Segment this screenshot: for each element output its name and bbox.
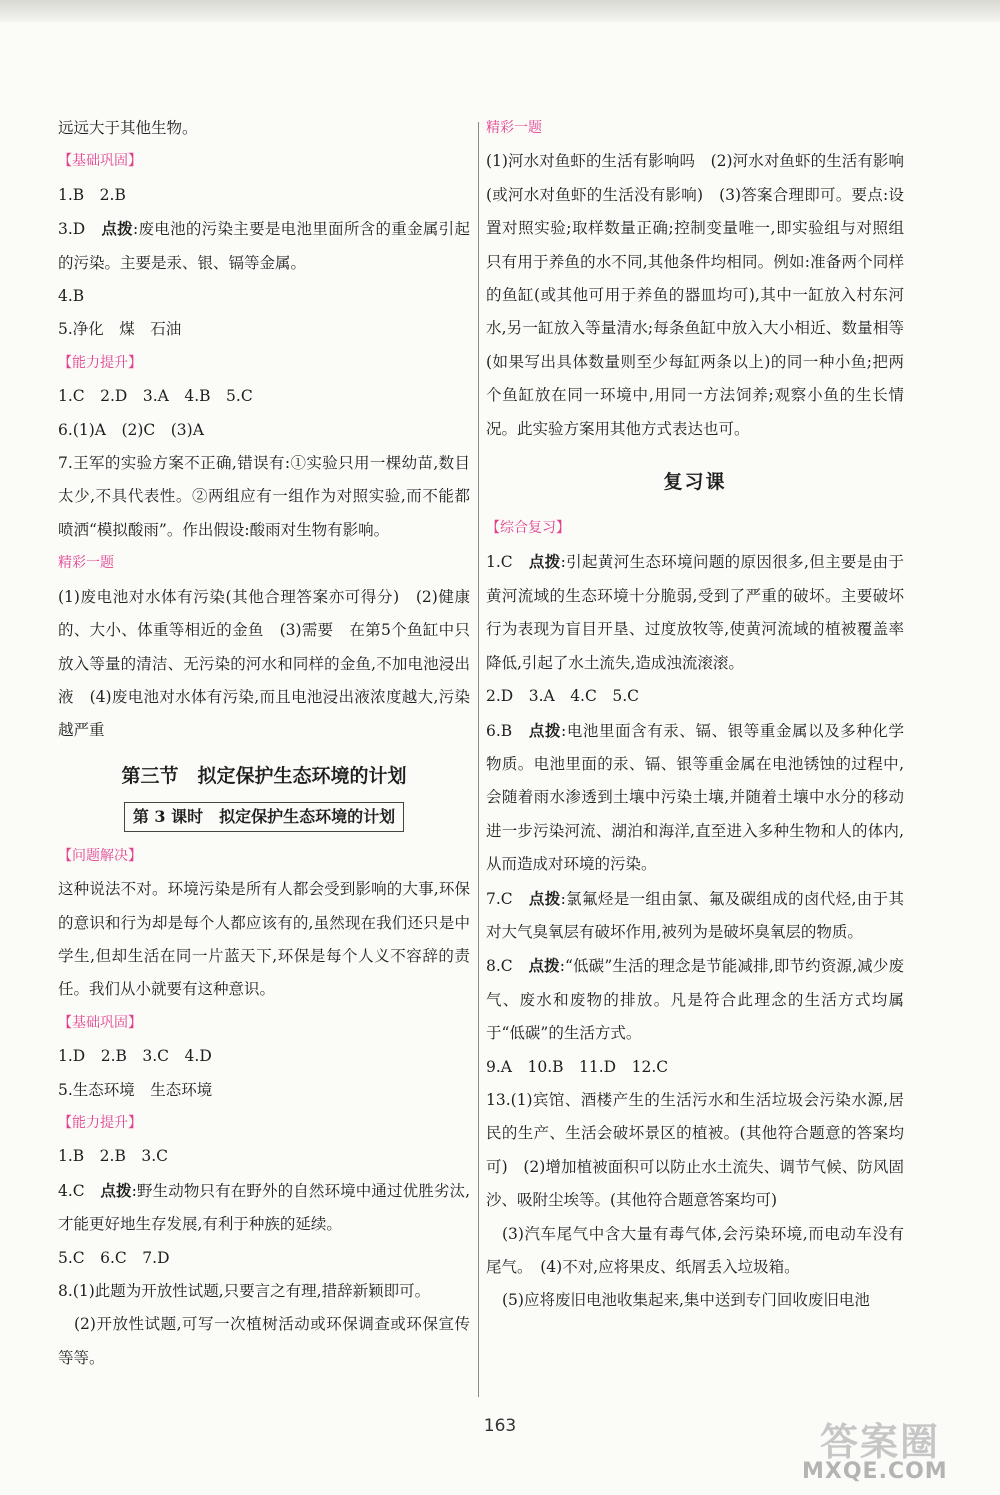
answer-line: 6.(1)A (2)C (3)A bbox=[58, 420, 204, 439]
left-column bbox=[58, 112, 470, 1375]
hint-text: :电池里面含有汞、镉、银等重金属以及多种化学物质。电池里面的汞、镉、银等重金属在电池锈蚀的过程中,会随着雨水渗透到土壤中污染土壤,并随着土壤中水分的移动进一步污染河流、湖泊和海洋,直至进入多种生物和人的体内,从而造成对环境的污染。 bbox=[486, 721, 904, 874]
answer-line: 5.C 6.C 7.D bbox=[58, 1248, 170, 1267]
answer-line: 1.D 2.B 3.C 4.D bbox=[58, 1047, 212, 1066]
column-divider bbox=[478, 122, 479, 1397]
section-tag-nengli: 【能力提升】 bbox=[58, 354, 142, 371]
answer-line-hint bbox=[486, 882, 904, 950]
hint-text: :废电池的污染主要是电池里面所含的重金属引起的污染。主要是汞、银、镉等金属。 bbox=[58, 220, 470, 272]
answer-line: 1.C 2.D 3.A 4.B 5.C bbox=[58, 387, 253, 406]
watermark-text-top: 答案圈 bbox=[820, 1420, 941, 1464]
answer-line-hint bbox=[486, 714, 904, 882]
answer-number: 1.C bbox=[486, 553, 529, 572]
answer-line: 1.B 2.B 3.C bbox=[58, 1147, 169, 1166]
answer-number: 3.D bbox=[58, 220, 102, 239]
hint-text: :“低碳”生活的理念是节能减排,即节约资源,减少废气、废水和废物的排放。凡是符合此理念的生活方式均属于“低碳”的生活方式。 bbox=[486, 957, 904, 1043]
answer-line: 2.D 3.A 4.C 5.C bbox=[486, 687, 639, 706]
answer-paragraph: 这种说法不对。环境污染是所有人都会受到影响的大事,环保的意识和行为却是每个人都应该有的,虽然现在我们还只是中学生,但却生活在同一片蓝天下,环保是每个人义不容辞的责任。我们从小就要有这种意识。 bbox=[58, 880, 470, 999]
right-column bbox=[486, 112, 904, 1318]
answer-line: 4.B bbox=[58, 287, 85, 306]
answer-paragraph: (5)应将废旧电池收集起来,集中送到专门回收废旧电池 bbox=[502, 1291, 870, 1310]
answer-line: 5.生态环境 生态环境 bbox=[58, 1080, 213, 1099]
hint-text: :氯氟烃是一组由氯、氟及碳组成的卤代烃,由于其对大气臭氧层有破坏作用,被列为是破坏臭氧层的物质。 bbox=[486, 889, 904, 941]
answer-paragraph: (2)开放性试题,可写一次植树活动或环保调查或环保宣传等等。 bbox=[58, 1315, 470, 1367]
section-title: 第三节 拟定保护生态环境的计划 bbox=[121, 764, 407, 787]
section-tag-zonghe: 【综合复习】 bbox=[486, 520, 570, 537]
answer-paragraph: 13.(1)宾馆、酒楼产生的生活污水和生活垃圾会污染水源,居民的生产、生活会破坏景区的植被。(其他符合题意的答案均可) (2)增加植被面积可以防止水土流失、调节气候、防风固沙、吸附尘埃等。(其他符合题意答案均可) bbox=[486, 1090, 904, 1210]
hint-keyword: 点拨 bbox=[528, 720, 562, 740]
answer-line-hint bbox=[58, 1174, 470, 1242]
answer-line: 5.净化 煤 石油 bbox=[58, 320, 182, 339]
answer-paragraph: (3)汽车尾气中含大量有毒气体,会污染环境,而电动车没有尾气。 (4)不对,应将果皮、纸屑丢入垃圾箱。 bbox=[486, 1224, 904, 1276]
watermark-text-bottom: MXQE.COM bbox=[802, 1459, 948, 1484]
watermark-logo bbox=[780, 1405, 990, 1490]
answer-line: 1.B 2.B bbox=[58, 185, 126, 204]
answer-line-hint bbox=[486, 545, 904, 680]
top-scan-edge bbox=[0, 0, 1000, 22]
answer-line: 8.(1)此题为开放性试题,只要言之有理,措辞新颖即可。 bbox=[58, 1282, 431, 1300]
page-number: 163 bbox=[483, 1416, 517, 1436]
section-tag-jichu: 【基础巩固】 bbox=[58, 153, 142, 170]
answer-paragraph: (1)废电池对水体有污染(其他合理答案亦可得分) (2)健康的、大小、体重等相近的金鱼 (3)需要 在第5个鱼缸中只放入等量的清洁、无污染的河水和同样的金鱼,不加电池浸出液 (4)废电池对水体有污染,而且电池浸出液浓度越大,污染越严重 bbox=[58, 587, 470, 740]
answer-paragraph: (1)河水对鱼虾的生活有影响吗 (2)河水对鱼虾的生活有影响(或河水对鱼虾的生活没有影响) (3)答案合理即可。要点:设置对照实验;取样数量正确;控制变量唯一,即实验组与对照组只有用于养鱼的水不同,其他条件均相同。例如:准备两个同样的鱼缸(或其他可用于养鱼的器皿均可),其中一缸放入村东河水,另一缸放入等量清水;每条鱼缸中放入大小相近、数量相等(如果写出具体数量则至少每缸两条以上)的同一种小鱼;把两个鱼缸放在同一环境中,用同一方法饲养;观察小鱼的生长情况。此实验方案用其他方式表达也可。 bbox=[486, 152, 904, 438]
answer-number: 4.C bbox=[58, 1181, 101, 1200]
hint-keyword: 点拨 bbox=[101, 219, 133, 239]
hint-keyword: 点拨 bbox=[528, 956, 560, 976]
answer-line-hint bbox=[58, 212, 470, 280]
answer-line-hint bbox=[486, 949, 904, 1050]
text-line: 远远大于其他生物。 bbox=[58, 119, 198, 137]
hint-keyword: 点拨 bbox=[100, 1180, 132, 1200]
section-tag-jingcai: 精彩一题 bbox=[58, 555, 114, 572]
lesson-title-box: 第 3 课时 拟定保护生态环境的计划 bbox=[124, 802, 404, 832]
answer-paragraph: 7.王军的实验方案不正确,错误有:①实验只用一棵幼苗,数目太少,不具代表性。②两组应有一组作为对照实验,而不能都喷洒“模拟酸雨”。作出假设:酸雨对生物有影响。 bbox=[58, 454, 470, 539]
section-tag-nengli: 【能力提升】 bbox=[58, 1114, 142, 1131]
hint-keyword: 点拨 bbox=[528, 552, 561, 572]
answer-number: 6.B bbox=[486, 721, 529, 740]
answer-number: 8.C bbox=[486, 957, 529, 976]
hint-text: :引起黄河生态环境问题的原因很多,但主要是由于黄河流域的生态环境十分脆弱,受到了严重的破坏。主要破坏行为表现为盲目开垦、过度放牧等,使黄河流域的植被覆盖率降低,引起了水土流失,造成浊流滚滚。 bbox=[486, 553, 904, 672]
hint-text: :野生动物只有在野外的自然环境中通过优胜劣汰,才能更好地生存发展,有利于种族的延续。 bbox=[58, 1181, 470, 1234]
answer-number: 7.C bbox=[486, 889, 529, 908]
section-tag-wenti: 【问题解决】 bbox=[58, 847, 142, 864]
answer-line: 9.A 10.B 11.D 12.C bbox=[486, 1057, 669, 1076]
review-title: 复习课 bbox=[663, 471, 727, 494]
section-tag-jichu: 【基础巩固】 bbox=[58, 1014, 142, 1031]
section-tag-jingcai: 精彩一题 bbox=[486, 120, 542, 136]
hint-keyword: 点拨 bbox=[528, 888, 561, 908]
